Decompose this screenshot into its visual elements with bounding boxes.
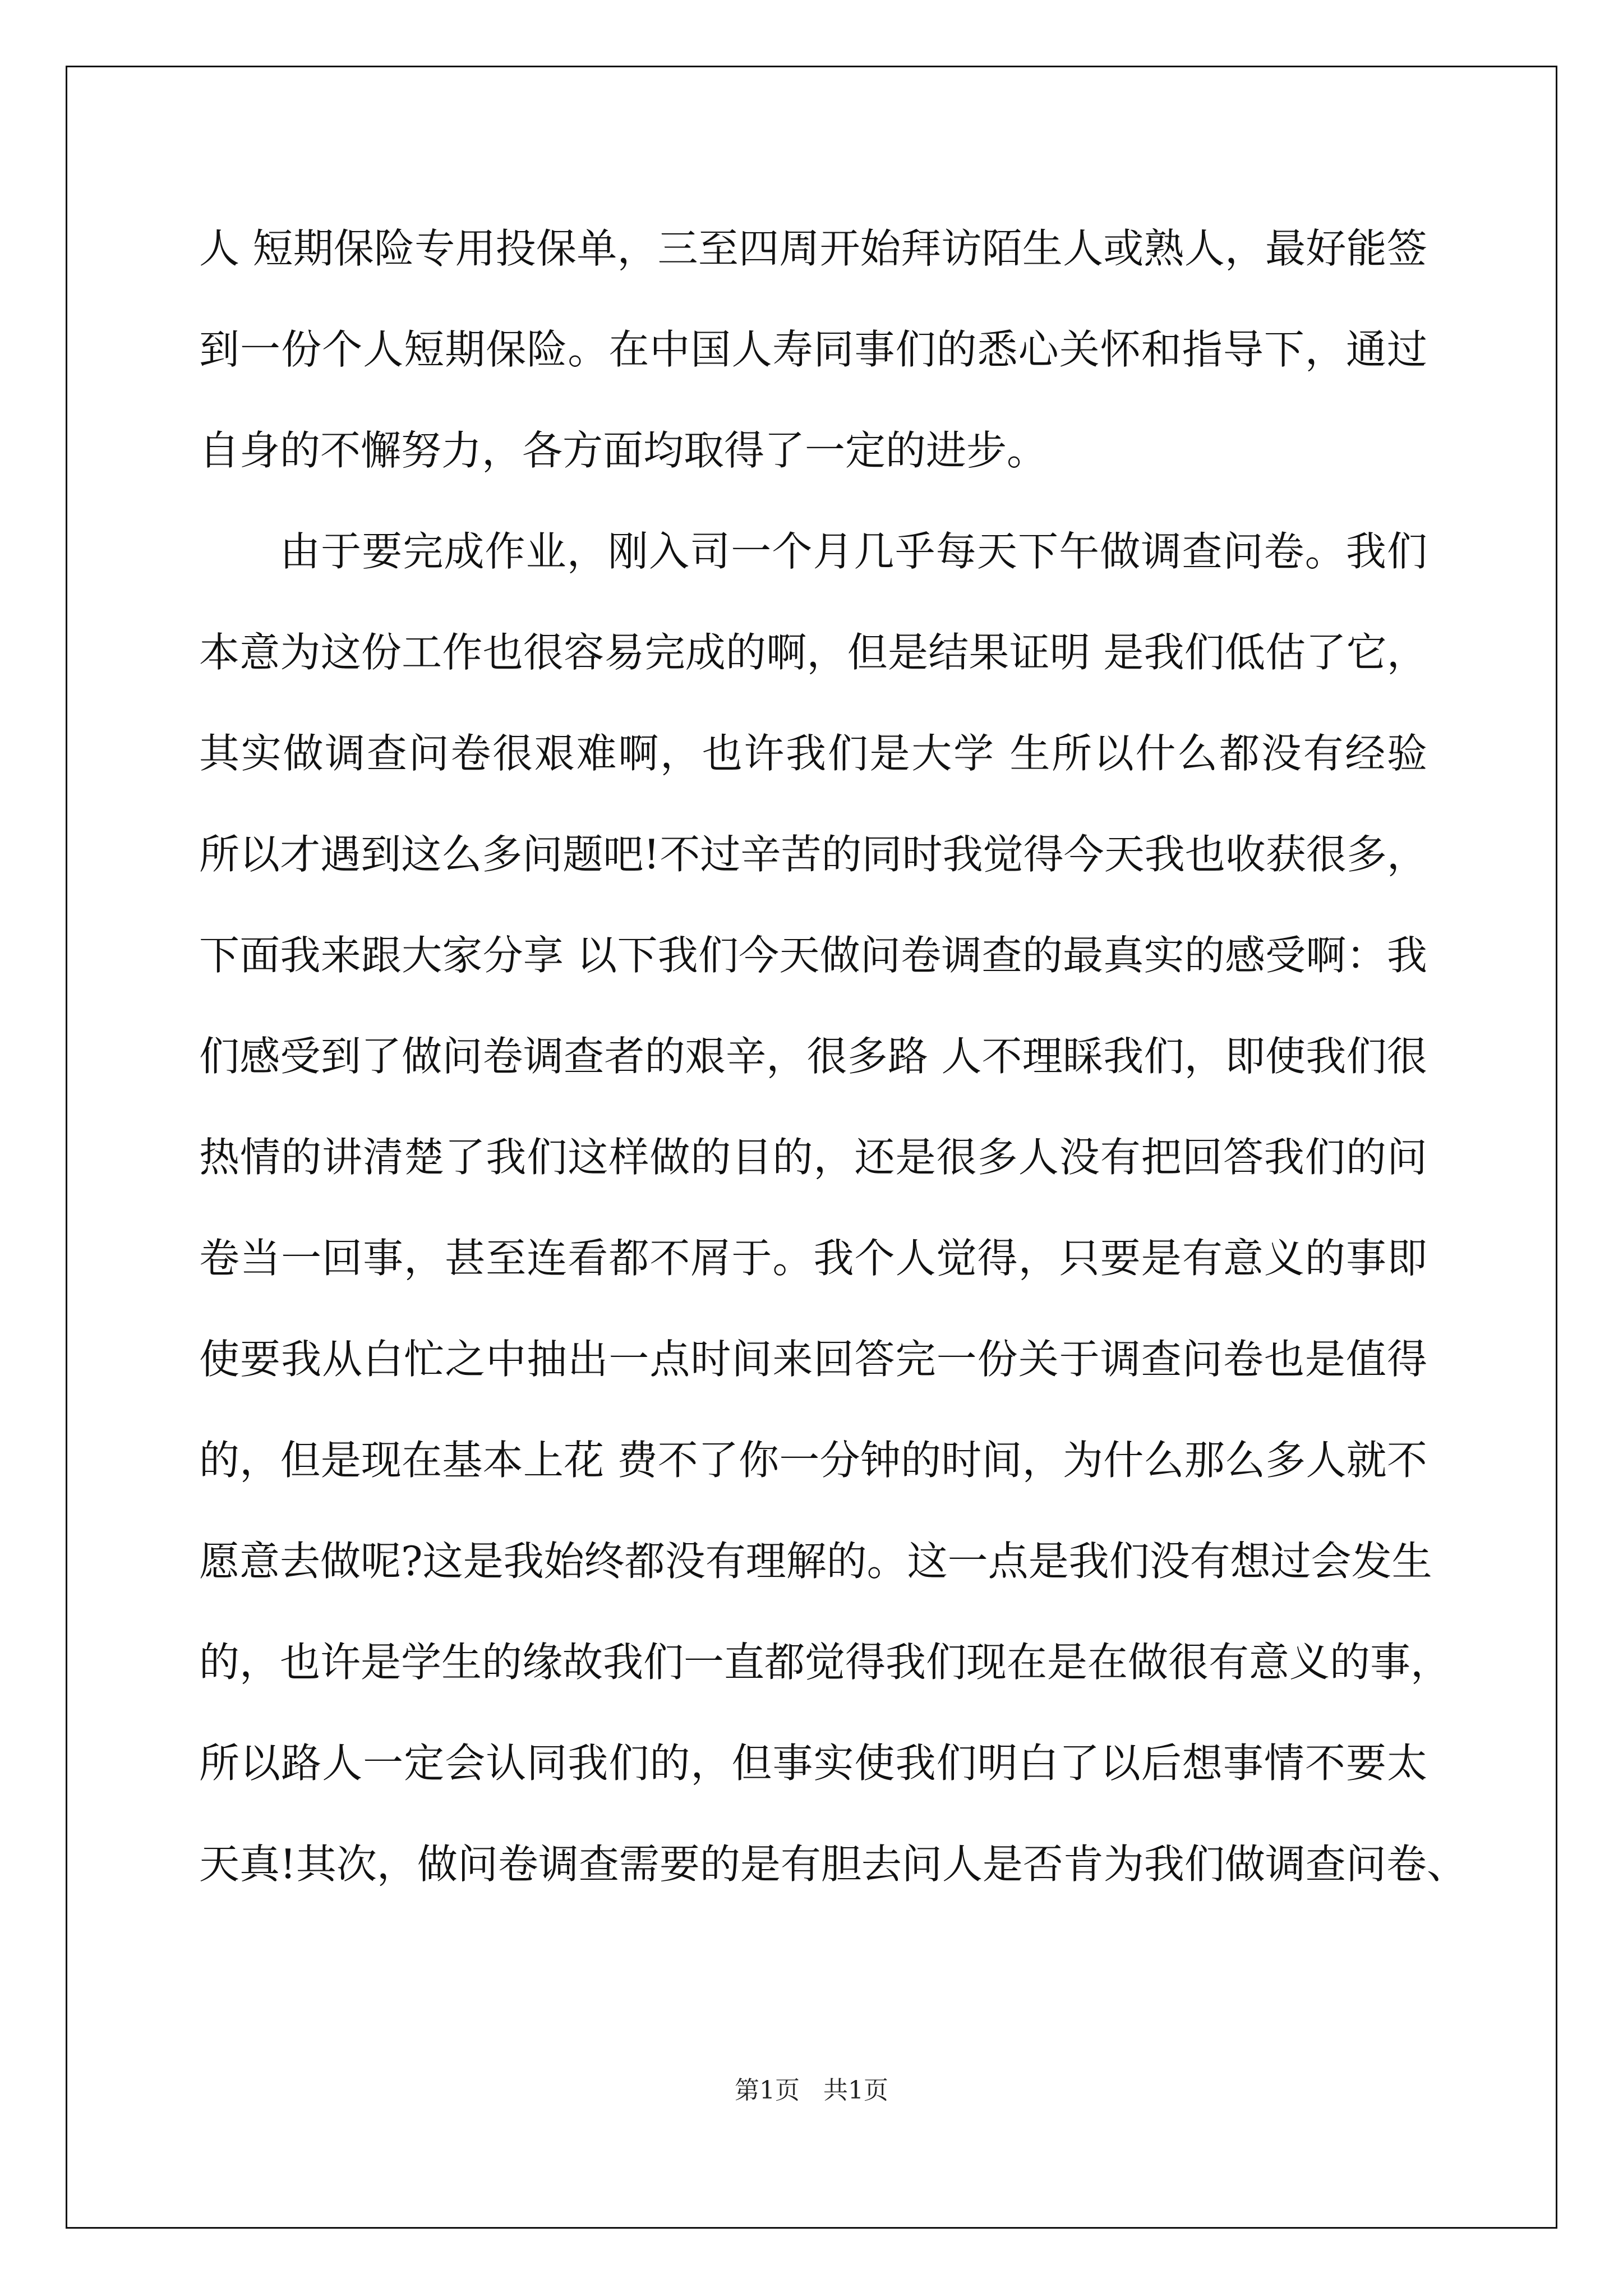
text-line: 本意为这份工作也很容易完成的啊，但是结果证明 是我们低估了它，	[199, 629, 1428, 676]
page-footer: 第1页 共1页	[735, 2076, 888, 2105]
text-line: 卷当一回事，甚至连看都不屑于。我个人觉得，只要是有意义的事即	[199, 1235, 1428, 1282]
text-line: 自身的不懈努力，各方面均取得了一定的进步。	[199, 427, 1048, 474]
text-line: 到一份个人短期保险。在中国人寿同事们的悉心关怀和指导下，通过	[199, 326, 1428, 373]
text-line: 使要我从白忙之中抽出一点时间来回答完一份关于调查问卷也是值得	[199, 1336, 1428, 1383]
text-line: 的，也许是学生的缘故我们一直都觉得我们现在是在做很有意义的事，	[199, 1639, 1451, 1686]
text-line: 由于要完成作业，刚入司一个月几乎每天下午做调查问卷。我们	[280, 528, 1428, 575]
text-line: 们感受到了做问卷调查者的艰辛，很多路 人不理睬我们，即使我们很	[199, 1033, 1428, 1080]
text-line: 其实做调查问卷很艰难啊，也许我们是大学 生所以什么都没有经验	[199, 730, 1429, 777]
text-line: 的，但是现在基本上花 费不了你一分钟的时间，为什么那么多人就不	[199, 1437, 1428, 1484]
text-line: 天真!其次，做问卷调查需要的是有胆去问人是否肯为我们做调查问卷、	[199, 1841, 1467, 1888]
document-body	[199, 222, 1467, 1938]
text-line: 下面我来跟大家分享 以下我们今天做问卷调查的最真实的感受啊：我	[199, 932, 1428, 979]
text-line: 愿意去做呢?这是我始终都没有理解的。这一点是我们没有想过会发生	[199, 1538, 1432, 1585]
text-line: 热情的讲清楚了我们这样做的目的，还是很多人没有把回答我们的问	[199, 1134, 1428, 1181]
text-line: 人 短期保险专用投保单，三至四周开始拜访陌生人或熟人，最好能签	[199, 225, 1428, 272]
text-line: 所以才遇到这么多问题吧!不过辛苦的同时我觉得今天我也收获很多，	[199, 831, 1427, 878]
text-line: 所以路人一定会认同我们的，但事实使我们明白了以后想事情不要太	[199, 1740, 1428, 1787]
